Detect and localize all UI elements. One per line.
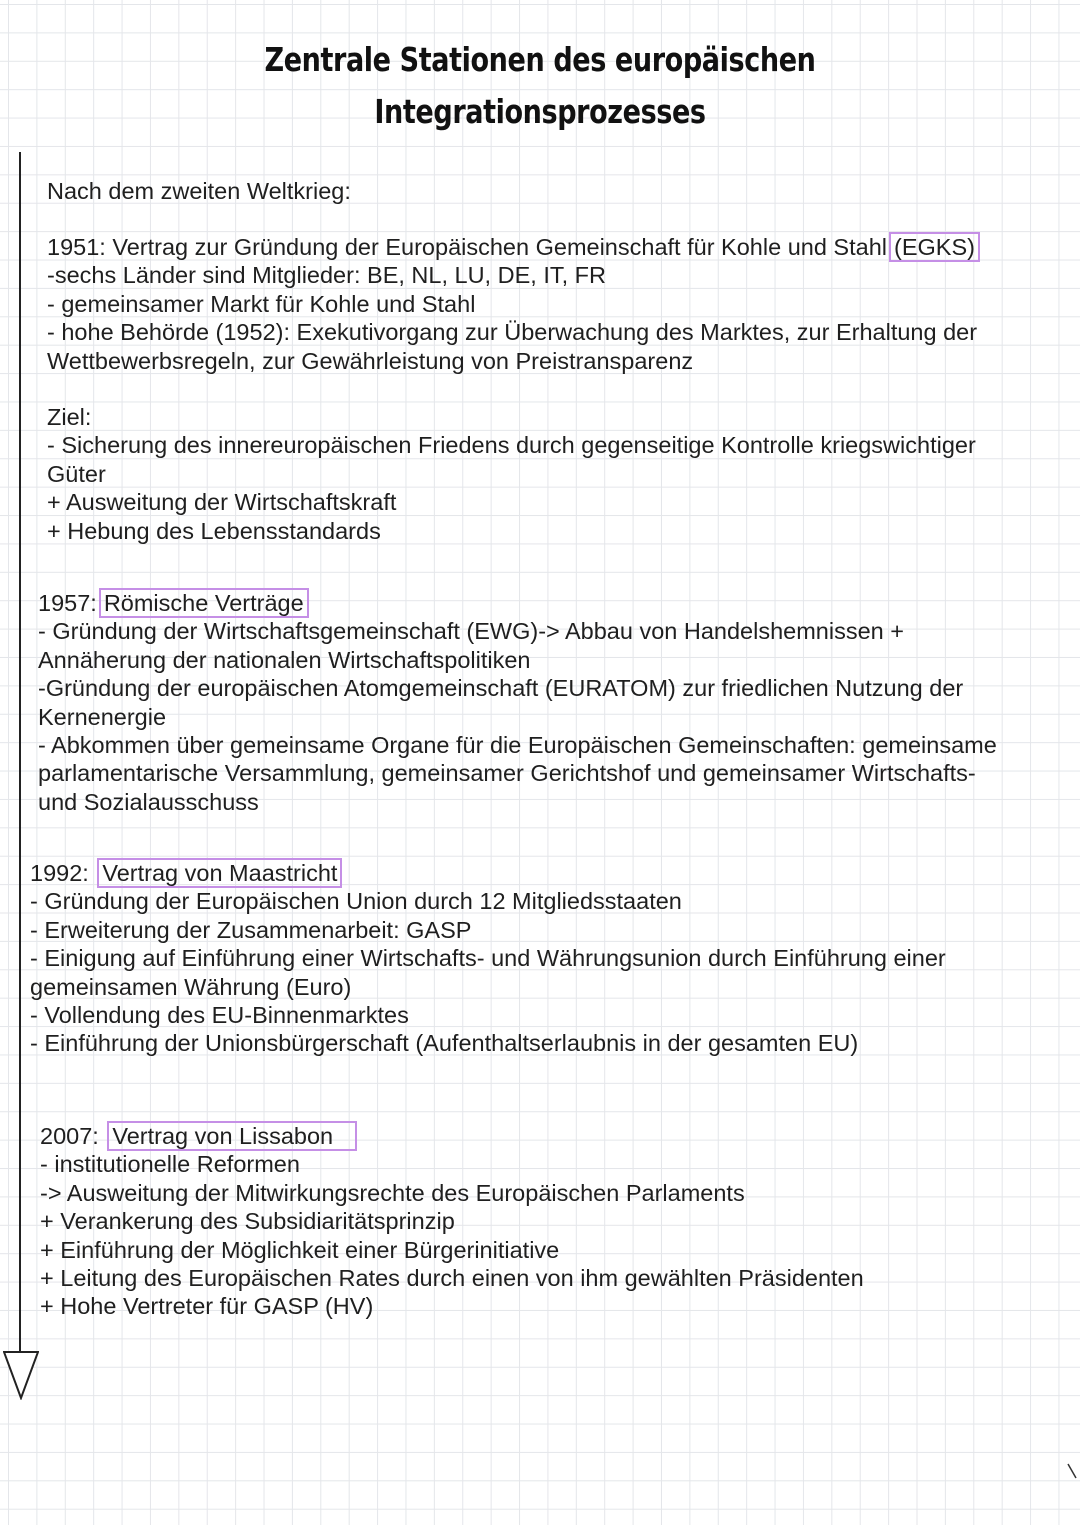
lissabon-line: -> Ausweitung der Mitwirkungsrechte des Europäischen Parlaments [40,1179,745,1206]
intro-heading: Nach dem zweiten Weltkrieg: [47,178,351,204]
rom-line: - Abkommen über gemeinsame Organe für die Europäischen Gemeinschaften: gemeinsame [38,732,997,759]
lissabon-line: + Hohe Vertreter für GASP (HV) [40,1293,374,1320]
timeline-line [19,152,21,1367]
rom-line: und Sozialausschuss [38,788,259,815]
egks-line: -sechs Länder sind Mitglieder: BE, NL, LU, DE, IT, FR [47,262,606,289]
ziel-line: + Ausweitung der Wirtschaftskraft [47,489,397,516]
maastricht-year: 1992: [30,860,89,886]
lissabon-headline [40,1122,864,1150]
lissabon-year: 2007: [40,1123,99,1149]
maastricht-line: - Einigung auf Einführung einer Wirtschafts- und Währungsunion durch Einführung einer [30,945,946,972]
ziel-line: Güter [47,460,106,487]
title-line-2: Integrationsprozesses [374,92,706,131]
egks-line: - hohe Behörde (1952): Exekutivorgang zur Überwachung des Marktes, zur Erhaltung der [47,319,978,346]
rom-line: Kernenergie [38,703,167,730]
rom-line: -Gründung der europäischen Atomgemeinschaft (EURATOM) zur friedlichen Nutzung der [38,675,964,702]
lissabon-boxed-label: Vertrag von Lissabon [107,1121,357,1151]
egks-text: Vertrag zur Gründung der Europäischen Gemeinschaft für Kohle und Stahl [112,234,887,260]
maastricht-line: - Gründung der Europäischen Union durch 12 Mitgliedsstaaten [30,888,682,915]
section-lissabon [40,1122,864,1321]
rom-line: parlamentarische Versammlung, gemeinsamer Gerichtshof und gemeinsamer Wirtschafts- [38,760,976,787]
timeline-arrow-icon [3,1350,39,1400]
maastricht-boxed-label: Vertrag von Maastricht [97,858,342,888]
egks-line: Wettbewerbsregeln, zur Gewährleistung von Preistransparenz [47,347,694,374]
egks-line: - gemeinsamer Markt für Kohle und Stahl [47,290,476,317]
maastricht-line: - Erweiterung der Zusammenarbeit: GASP [30,916,472,943]
title-line-1: Zentrale Stationen des europäischen [264,40,816,79]
rom-line: Annäherung der nationalen Wirtschaftspolitiken [38,646,531,673]
section-rom [38,589,997,816]
lissabon-line: - institutionelle Reformen [40,1151,300,1178]
lissabon-line: + Leitung des Europäischen Rates durch einen von ihm gewählten Präsidenten [40,1265,864,1292]
maastricht-line: gemeinsamen Währung (Euro) [30,973,352,1000]
egks-headline [47,233,980,261]
ziel-line: + Hebung des Lebensstandards [47,517,381,544]
rom-boxed-label: Römische Verträge [99,588,309,618]
maastricht-line: - Einführung der Unionsbürgerschaft (Aufenthaltserlaubnis in der gesamten EU) [30,1030,859,1057]
maastricht-headline [30,859,946,887]
rom-year: 1957: [38,590,97,616]
maastricht-line: - Vollendung des EU-Binnenmarktes [30,1002,409,1029]
lissabon-line: + Verankerung des Subsidiaritätsprinzip [40,1208,455,1235]
section-egks [47,233,980,375]
ziel-line: - Sicherung des innereuropäischen Friedens durch gegenseitige Kontrolle kriegswichtiger [47,432,976,459]
rom-line: - Gründung der Wirtschaftsgemeinschaft (EWG)-> Abbau von Handelshemnissen + [38,618,904,645]
rom-headline [38,589,997,617]
pen-stroke-mark [1066,1462,1080,1482]
page-title [97,34,983,138]
ziel-heading: Ziel: [47,404,92,430]
egks-boxed-label: (EGKS) [889,232,980,262]
section-maastricht [30,859,946,1058]
section-ziel [47,403,976,545]
lissabon-line: + Einführung der Möglichkeit einer Bürgerinitiative [40,1236,560,1263]
egks-year: 1951: [47,234,106,260]
